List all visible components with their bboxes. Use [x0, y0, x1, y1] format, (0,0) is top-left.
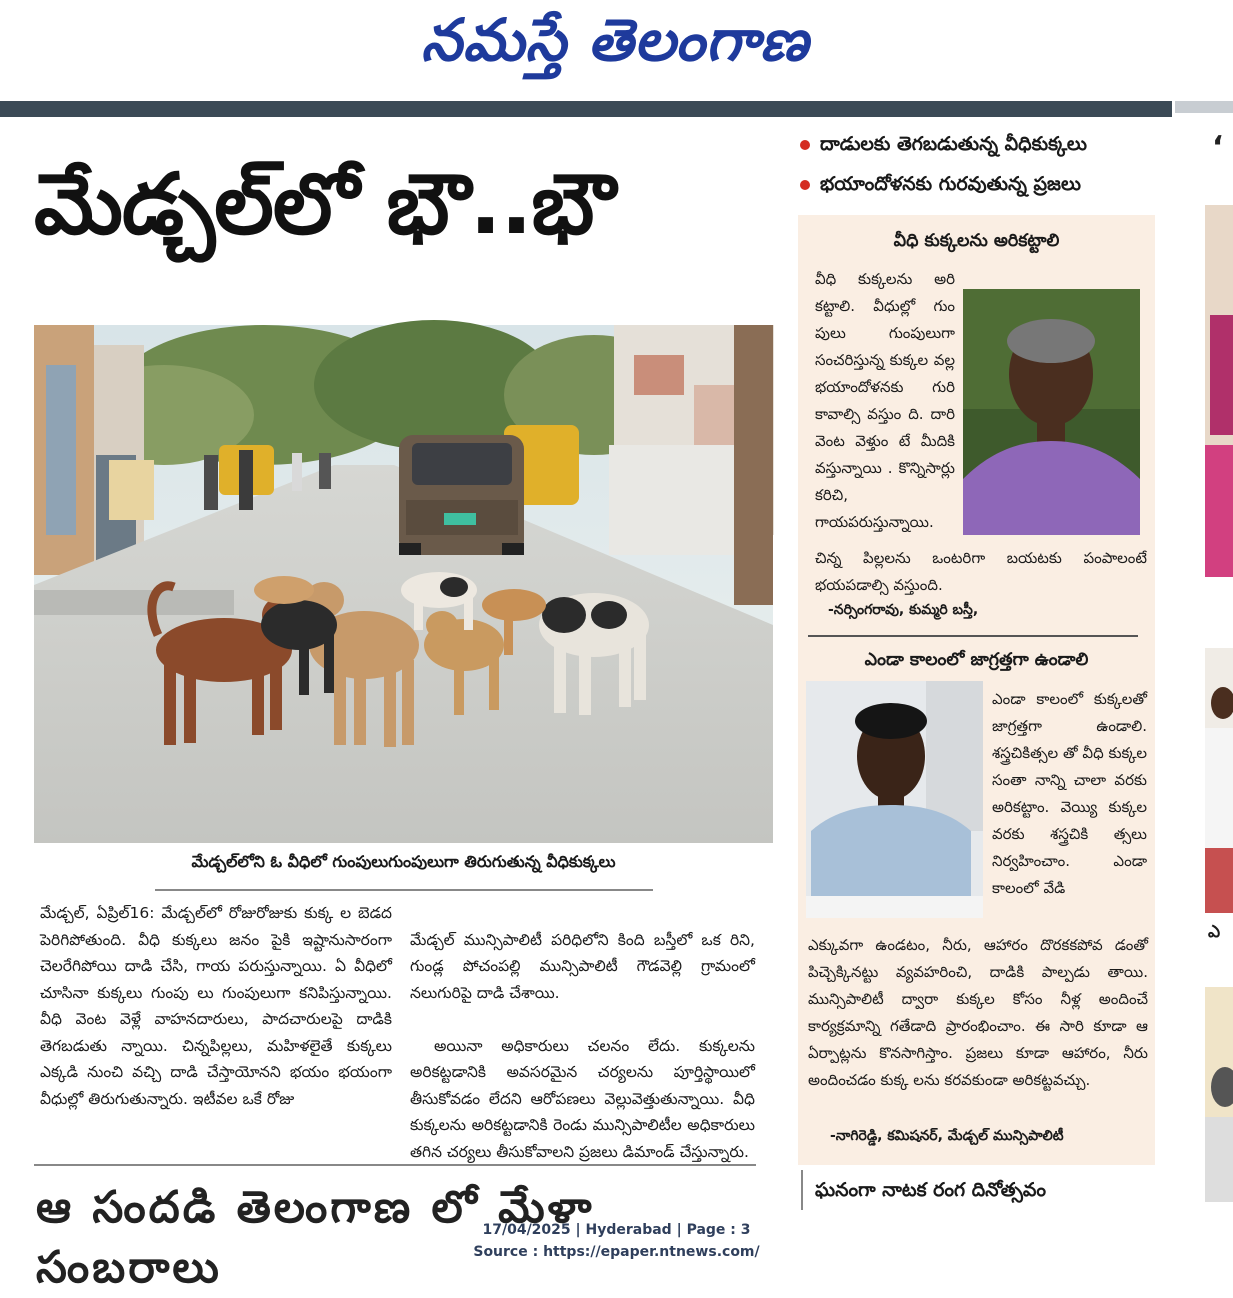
right-column-photo	[1205, 987, 1233, 1202]
bullet-item	[800, 131, 1165, 157]
sidebar-box-text: ఎండా కాలంలో కుక్కలతో జాగ్రత్తగా ఉండాలి. శస్త్రచికిత్సల తో వీధి కుక్కల సంతా నాన్ని చాలా వరకు అరికట్టాం. వెయ్యి కుక్కల వరకు శస్త్రచికి త్సలు నిర్వహించాం. ఎండా కాలంలో వేడి	[992, 690, 1147, 897]
body-column-1: మేడ్చల్, ఏప్రిల్16: మేడ్చల్‌లో రోజురోజుకు కుక్క ల బెడద పెరిగిపోతుంది. వీధి కుక్కలు జనం పైకి ఇష్టానుసారంగా చెలరేగిపోయి దాడి చేసి, గాయ పరుస్తున్నాయి. ఏ వీధిలో చూసినా కుక్కలు గుంపు లు గుంపులుగా కనిపిస్తున్నాయి. వీధి వెంట వెళ్లే వాహనదారులు, పాదచారులపై దాడికి తెగబడుతు న్నాయి. చిన్నపిల్లలు, మహిళలైతే కుక్కలు ఎక్కడి నుంచి వచ్చి దాడి చేస్తాయోనని భయం భయంగా వీధుల్లో తిరుగుతున్నారు. ఇటీవల ఒకే రోజు	[40, 904, 392, 1108]
column-divider	[801, 1170, 803, 1210]
article-bottom-rule	[34, 1164, 756, 1166]
body-paragraph: అయినా అధికారులు చలనం లేదు. కుక్కలను అరికట్టడానికి అవసరమైన చర్యలను పూర్తిస్థాయిలో తీసుకోవడం లేదని ఆరోపణలు వెల్లువెత్తుతున్నాయి. వీధి కుక్కలను అరికట్టడానికి రెండు మున్సిపాలిటీల అధికారులు తగిన చర్యలు తీసుకోవాలని ప్రజలు డిమాండ్ చేస్తున్నారు.	[410, 1036, 755, 1161]
photo-caption: మేడ్చల్‌లోని ఓ వీధిలో గుంపులుగుంపులుగా తిరుగుతున్న వీధికుక్కలు	[191, 852, 616, 871]
right-column-quote-mark: ‘	[1212, 130, 1224, 165]
footer-source: Source : https://epaper.ntnews.com/	[473, 1244, 760, 1260]
sidebar-box-text: చిన్న పిల్లలను ఒంటరిగా బయటకు పంపాలంటే భయపడాల్సి వస్తుంది.	[815, 549, 1147, 594]
portrait-photo	[806, 681, 983, 918]
newspaper-title: నమస్తే తెలంగాణ	[421, 6, 809, 74]
quote-credit: -నర్సింగరావు, కుమ్మరి బస్తీ,	[828, 602, 979, 618]
headline: మేడ్చల్‌లో భౌ..భౌ	[34, 155, 615, 253]
stray-dogs-photo	[34, 325, 773, 843]
body-paragraph: మేడ్చల్ మున్సిపాలిటీ పరిధిలోని కింది బస్తీలో ఒక రిని, గుండ్ల పోచంపల్లి మున్సిపాలిటీ గౌడవెల్లి గ్రామంలో నలుగురిపై దాడి చేశాయి.	[410, 930, 755, 1002]
footer-date-edition: 17/04/2025 | Hyderabad | Page : 3	[482, 1222, 751, 1238]
sidebar-box-text: ఎక్కువగా ఉండటం, నీరు, ఆహారం దొరకకపోవ డంతో పిచ్చెక్కినట్టు వ్యవహరించి, దాడికి పాల్పడు తాయి. మున్సిపాలిటీ ద్వారా కుక్కల కోసం నీళ్ల అందించే కార్యక్రమాన్ని గతేడాది ప్రారంభించాం. ఈ సారి కూడా ఆ ఏర్పాట్లను కొనసాగిస్తాం. ప్రజలు కూడా ఆహారం, నీరు అందించడం కుక్క లను కరవకుండా అరికట్టవచ్చు.	[808, 936, 1148, 1089]
next-article-sidebar-headline: ఘనంగా నాటక రంగ దినోత్సవం	[815, 1179, 1046, 1201]
bullet-dot-icon	[800, 140, 810, 150]
bullet-text: దాడులకు తెగబడుతున్న వీధికుక్కలు	[820, 133, 1087, 155]
right-column-photo	[1205, 648, 1233, 913]
right-column-text: ఎ	[1208, 922, 1221, 942]
right-column-photo	[1205, 205, 1233, 577]
bullet-dot-icon	[800, 180, 810, 190]
caption-divider	[155, 889, 653, 891]
quote-credit: -నాగిరెడ్డి, కమిషనర్, మేడ్చల్ మున్సిపాలిటీ	[830, 1128, 1064, 1144]
portrait-photo	[963, 289, 1140, 535]
body-column-2	[410, 900, 755, 1192]
next-article-headline: ఆ సందడి తెలంగాణ లో మేళా సంబరాలు	[36, 1182, 595, 1293]
top-divider-bar	[0, 101, 1172, 117]
sidebar-box-title: ఎండా కాలంలో జాగ్రత్తగా ఉండాలి	[864, 650, 1089, 670]
sidebar-divider	[808, 635, 1138, 637]
sidebar-box-text: వీధి కుక్కలను అరి కట్టాలి. వీధుల్లో గుం పులు గుంపులుగా సంచరిస్తున్న కుక్కల వల్ల భయాందోళనకు గురి కావాల్సి వస్తుం ది. దారి వెంట వెళ్తుం టే మీదికి వస్తున్నాయి . కొన్నిసార్లు కరిచి, గాయపరుస్తున్నాయి.	[815, 270, 955, 531]
bullet-item	[800, 171, 1165, 197]
sidebar-box-title: వీధి కుక్కలను అరికట్టాలి	[893, 231, 1060, 251]
top-divider-bar-right	[1175, 101, 1233, 113]
bullet-text: భయాందోళనకు గురవుతున్న ప్రజలు	[820, 173, 1081, 195]
